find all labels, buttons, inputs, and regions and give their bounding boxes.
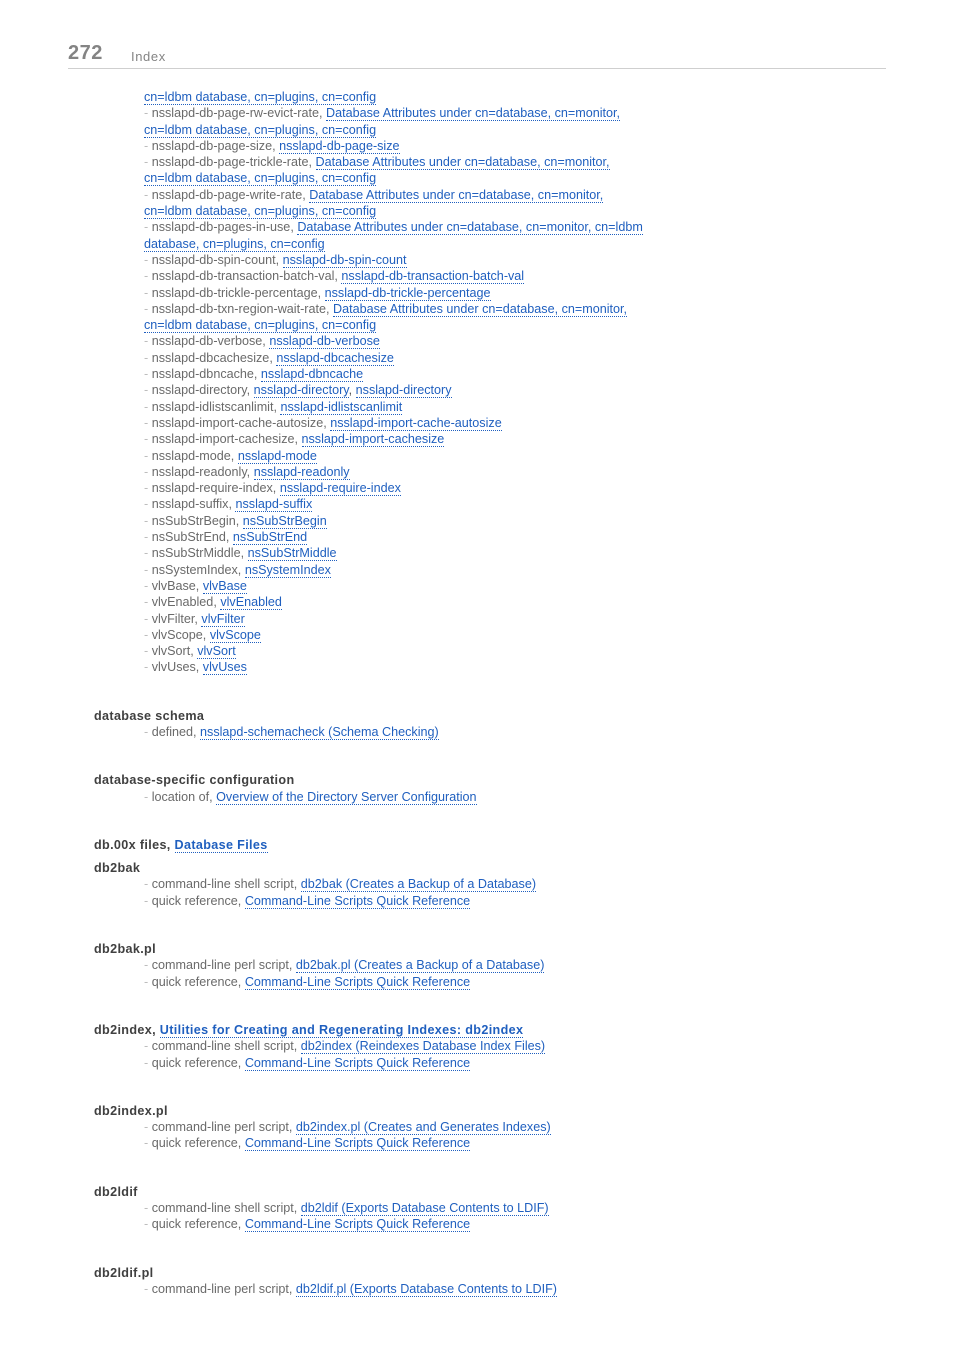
index-entry	[94, 1103, 894, 1152]
dash-marker: -	[144, 448, 152, 463]
sub-entry-link[interactable]: Database Attributes under cn=database, cn=monitor, cn=ldbm	[297, 220, 643, 235]
sub-entry-link[interactable]: nsslapd-import-cachesize	[301, 432, 445, 447]
sub-entry-continuation	[144, 203, 894, 219]
sub-entry-link[interactable]: database, cn=plugins, cn=config	[144, 236, 325, 251]
sub-entry	[144, 1119, 894, 1135]
entry-term-text: db.00x files,	[94, 837, 171, 852]
entry-term-text: db2ldif	[94, 1184, 138, 1199]
sub-entry-label: nsslapd-idlistscanlimit,	[151, 399, 277, 414]
sub-entry	[144, 138, 894, 154]
sub-entry-link[interactable]: cn=ldbm database, cn=plugins, cn=config	[144, 122, 377, 137]
sub-entry-link[interactable]: db2bak.pl (Creates a Backup of a Database)	[295, 958, 545, 973]
dash-marker: -	[144, 415, 152, 430]
sub-entry-continuation	[144, 170, 894, 186]
entry-term	[94, 1184, 894, 1200]
sub-entry	[144, 1038, 894, 1054]
dash-marker: -	[144, 367, 152, 382]
dash-marker: -	[144, 1281, 152, 1296]
sub-entry-label: nsslapd-db-pages-in-use,	[151, 220, 294, 235]
sub-entry-link[interactable]: nsSubStrMiddle	[247, 546, 337, 561]
sub-entry	[144, 366, 894, 382]
sub-entry-label: command-line perl script,	[151, 1120, 293, 1135]
index-entry	[94, 1265, 894, 1298]
sub-entry	[144, 464, 894, 480]
sub-entry-link[interactable]: nsSystemIndex	[244, 562, 331, 577]
sub-entry-label: nsslapd-db-page-size,	[151, 138, 276, 153]
entry-term-text: db2bak.pl	[94, 942, 156, 957]
sub-entry-label: vlvSort,	[151, 644, 194, 659]
entry-term-text: db2index.pl	[94, 1103, 168, 1118]
entry-term-link[interactable]: Database Files	[174, 837, 268, 852]
sub-entry-label: nsSubStrEnd,	[151, 530, 230, 545]
index-content	[94, 89, 894, 1297]
dash-marker: -	[144, 1120, 152, 1135]
dash-marker: -	[144, 350, 152, 365]
sub-entry-link[interactable]: nsslapd-directory	[355, 383, 452, 398]
dash-marker: -	[144, 578, 152, 593]
sub-entry-label: command-line perl script,	[151, 1281, 293, 1296]
sub-entry-link[interactable]: Database Attributes under cn=database, cn=monitor,	[309, 187, 604, 202]
sub-entry-link[interactable]: vlvFilter	[201, 611, 245, 626]
sub-entry-label: nsslapd-db-page-trickle-rate,	[151, 155, 312, 170]
sub-entry-link[interactable]: nsslapd-db-verbose	[269, 334, 380, 349]
sub-entry-label: nsslapd-require-index,	[151, 481, 277, 496]
sub-entry	[144, 333, 894, 349]
sub-entry	[144, 562, 894, 578]
sub-entries	[144, 1038, 894, 1071]
sub-entry	[144, 219, 894, 235]
index-entry	[94, 1184, 894, 1233]
sub-entry-link[interactable]: cn=ldbm database, cn=plugins, cn=config	[144, 318, 377, 333]
sub-entry-continuation	[144, 317, 894, 333]
index-entries	[94, 708, 894, 1298]
entry-term	[94, 1022, 894, 1038]
sub-entry-label: command-line perl script,	[151, 958, 293, 973]
index-entry	[94, 860, 894, 909]
sub-entry-link[interactable]: nsslapd-dbncache	[260, 367, 364, 382]
sub-entry	[144, 1135, 894, 1151]
sub-entry-continuation	[144, 122, 894, 138]
sub-entry-link[interactable]: cn=ldbm database, cn=plugins, cn=config	[144, 90, 377, 104]
entry-term-text: db2bak	[94, 861, 141, 876]
sub-entry	[144, 627, 894, 643]
sub-entry-label: nsslapd-import-cachesize,	[151, 432, 298, 447]
sub-entry-continuation	[144, 236, 894, 252]
dash-marker: -	[144, 138, 152, 153]
sub-entry-link[interactable]: cn=ldbm database, cn=plugins, cn=config	[144, 204, 377, 219]
sub-entry-link[interactable]: vlvUses	[202, 660, 247, 675]
dash-marker: -	[144, 611, 152, 626]
dash-marker: -	[144, 285, 152, 300]
index-entry	[94, 837, 894, 853]
sub-entry-label: command-line shell script,	[151, 1201, 298, 1216]
sub-entry-label: quick reference,	[151, 893, 242, 908]
entry-term	[94, 860, 894, 876]
sub-entries	[144, 1119, 894, 1152]
sub-entry-link[interactable]: nsslapd-db-spin-count	[282, 252, 407, 267]
entry-term	[94, 1265, 894, 1281]
dash-marker: -	[144, 789, 152, 804]
sub-entry-link[interactable]: nsSubStrEnd	[232, 530, 308, 545]
entry-term-text: database-specific configuration	[94, 773, 295, 788]
sub-entry-label: command-line shell script,	[151, 1039, 298, 1054]
sub-entry-link[interactable]: nsSubStrBegin	[242, 513, 327, 528]
sub-entry	[144, 448, 894, 464]
sub-entry-link[interactable]: vlvScope	[209, 627, 261, 642]
sub-entry-link[interactable]: db2index (Reindexes Database Index Files)	[300, 1039, 546, 1054]
dash-marker: -	[144, 497, 152, 512]
sub-entry-label: command-line shell script,	[151, 877, 298, 892]
dash-marker: -	[144, 481, 152, 496]
dash-marker: -	[144, 1055, 152, 1070]
sub-entry	[144, 611, 894, 627]
sub-entries	[144, 876, 894, 909]
sub-entry-label: nsslapd-db-page-rw-evict-rate,	[151, 106, 323, 121]
sub-entry-label: vlvBase,	[151, 578, 200, 593]
sub-entry	[144, 105, 894, 121]
sub-entry-continuation	[144, 89, 894, 105]
dash-marker: -	[144, 252, 152, 267]
sub-entries	[144, 789, 894, 805]
sub-entry-label: nsslapd-import-cache-autosize,	[151, 415, 327, 430]
sub-entry-link[interactable]: nsslapd-db-trickle-percentage	[324, 285, 491, 300]
sub-entry-link[interactable]: db2ldif (Exports Database Contents to LDIF)	[300, 1201, 549, 1216]
sub-entry: - nsslapd-directory, nsslapd-directory, nsslapd-directory	[144, 383, 452, 398]
sub-entry-link[interactable]: Database Attributes under cn=database, cn=monitor,	[315, 155, 610, 170]
dash-marker: -	[144, 187, 152, 202]
sub-entry	[144, 350, 894, 366]
entry-term	[94, 837, 894, 853]
sub-entry-link[interactable]: nsslapd-import-cache-autosize	[330, 415, 502, 430]
dash-marker: -	[144, 155, 152, 170]
sub-entry	[144, 285, 894, 301]
dash-marker: -	[144, 660, 152, 675]
sub-entry	[144, 876, 894, 892]
sub-entry-label: nsSystemIndex,	[151, 562, 242, 577]
sub-entry	[144, 301, 894, 317]
sub-entry-label: nsslapd-db-verbose,	[151, 334, 266, 349]
sub-entry-link[interactable]: vlvSort	[197, 644, 236, 659]
entry-term-text: db2index,	[94, 1022, 156, 1037]
sub-entries	[144, 1200, 894, 1233]
sub-entry-link[interactable]: Command-Line Scripts Quick Reference	[244, 893, 471, 908]
sub-entry-label: vlvScope,	[151, 627, 207, 642]
sub-entry	[144, 893, 894, 909]
dash-marker: -	[144, 627, 152, 642]
sub-entry-label: quick reference,	[151, 1055, 242, 1070]
dash-marker: -	[144, 958, 152, 973]
dash-marker: -	[144, 1217, 152, 1232]
dash-marker: -	[144, 724, 152, 739]
dash-marker: -	[144, 220, 152, 235]
sub-entry	[144, 1281, 894, 1297]
sub-entry-label: location of,	[151, 789, 213, 804]
dash-marker: -	[144, 334, 152, 349]
sub-entries	[144, 724, 894, 740]
sub-entry-link[interactable]: db2ldif.pl (Exports Database Contents to LDIF)	[295, 1281, 557, 1296]
sub-entry-link[interactable]: vlvBase	[202, 578, 247, 593]
dash-marker: -	[144, 644, 152, 659]
sub-entry-label: vlvEnabled,	[151, 595, 217, 610]
sub-entry-link[interactable]: Overview of the Directory Server Configuration	[216, 789, 477, 804]
sub-entry-label: nsslapd-dbcachesize,	[151, 350, 273, 365]
sub-entry-link[interactable]: nsslapd-readonly	[253, 464, 350, 479]
entry-term-link[interactable]: Utilities for Creating and Regenerating Indexes: db2index	[159, 1022, 524, 1037]
sub-entry-link[interactable]: nsslapd-mode	[237, 448, 317, 463]
entry-term	[94, 708, 894, 724]
sub-entry-label: nsslapd-suffix,	[151, 497, 232, 512]
sub-entry-label: nsslapd-directory,	[151, 383, 251, 398]
sub-entry-link[interactable]: Command-Line Scripts Quick Reference	[244, 1055, 471, 1070]
dash-marker: -	[144, 1136, 152, 1151]
sub-entry-label: vlvUses,	[151, 660, 200, 675]
sub-entry-link[interactable]: nsslapd-db-transaction-batch-val	[341, 269, 525, 284]
dash-marker: -	[144, 464, 152, 479]
sub-entry	[144, 957, 894, 973]
dash-marker: -	[144, 383, 152, 398]
sub-entry	[144, 545, 894, 561]
dash-marker: -	[144, 893, 152, 908]
sub-entry-link[interactable]: nsslapd-require-index	[279, 481, 401, 496]
dash-marker: -	[144, 1201, 152, 1216]
index-entry	[94, 772, 894, 805]
dash-marker: -	[144, 301, 152, 316]
dash-marker: -	[144, 513, 152, 528]
sub-entry	[144, 578, 894, 594]
sub-entry-label: nsslapd-db-spin-count,	[151, 252, 280, 267]
sub-entry-link[interactable]: Database Attributes under cn=database, cn=monitor,	[326, 106, 621, 121]
dash-marker: -	[144, 595, 152, 610]
dash-marker: -	[144, 106, 152, 121]
sub-entry	[144, 1216, 894, 1232]
page-number: 272	[68, 42, 103, 64]
sub-entry-label: quick reference,	[151, 974, 242, 989]
sub-entry-label: nsslapd-mode,	[151, 448, 235, 463]
sub-entry-label: nsSubStrBegin,	[151, 513, 240, 528]
sub-entry-link[interactable]: nsslapd-schemacheck (Schema Checking)	[200, 724, 439, 739]
sub-entry-link[interactable]: nsslapd-idlistscanlimit	[280, 399, 403, 414]
entry-term	[94, 772, 894, 788]
sub-entry-link[interactable]: nsslapd-directory	[253, 383, 349, 398]
sub-entry	[144, 1055, 894, 1071]
dash-marker: -	[144, 432, 152, 447]
sub-entry	[144, 399, 894, 415]
sub-entry-label: nsslapd-readonly,	[151, 464, 251, 479]
continued-sub-entries	[144, 89, 894, 676]
entry-term-text: db2ldif.pl	[94, 1265, 154, 1280]
sub-entry	[144, 1200, 894, 1216]
sub-entry	[144, 724, 894, 740]
sub-entry-label: quick reference,	[151, 1217, 242, 1232]
sub-entry	[144, 431, 894, 447]
sub-entry-link[interactable]: Command-Line Scripts Quick Reference	[244, 974, 471, 989]
sub-entry-label: nsslapd-db-transaction-batch-val,	[151, 269, 338, 284]
dash-marker: -	[144, 399, 152, 414]
entry-term	[94, 1103, 894, 1119]
sub-entry	[144, 974, 894, 990]
sub-entry-label: defined,	[151, 724, 197, 739]
index-entry	[94, 941, 894, 990]
sub-entry-label: nsslapd-dbncache,	[151, 367, 258, 382]
sub-entry-label: nsSubStrMiddle,	[151, 546, 245, 561]
sub-entry-link[interactable]: db2index.pl (Creates and Generates Indexes)	[295, 1120, 551, 1135]
sub-entries	[144, 957, 894, 990]
sub-entry-label: nsslapd-db-page-write-rate,	[151, 187, 306, 202]
sub-entry-link[interactable]: cn=ldbm database, cn=plugins, cn=config	[144, 171, 377, 186]
sub-entry-link[interactable]: Command-Line Scripts Quick Reference	[244, 1217, 471, 1232]
dash-marker: -	[144, 269, 152, 284]
sub-entry	[144, 252, 894, 268]
entry-term-text: database schema	[94, 708, 205, 723]
sub-entry-link[interactable]: Database Attributes under cn=database, cn=monitor,	[333, 301, 628, 316]
sub-entry	[144, 268, 894, 284]
sub-entry	[144, 513, 894, 529]
sub-entry-label: quick reference,	[151, 1136, 242, 1151]
sub-entry	[144, 187, 894, 203]
sub-entry	[144, 643, 894, 659]
sub-entry-link[interactable]: vlvEnabled	[220, 595, 282, 610]
sub-entry	[144, 496, 894, 512]
index-entry	[94, 708, 894, 741]
dash-marker: -	[144, 1039, 152, 1054]
dash-marker: -	[144, 974, 152, 989]
sub-entry	[144, 480, 894, 496]
dash-marker: -	[144, 877, 152, 892]
dash-marker: -	[144, 562, 152, 577]
entry-term	[94, 941, 894, 957]
sub-entry-link[interactable]: nsslapd-suffix	[235, 497, 313, 512]
sub-entry-label: vlvFilter,	[151, 611, 198, 626]
dash-marker: -	[144, 546, 152, 561]
sub-entry	[144, 789, 894, 805]
running-title: Index	[131, 49, 166, 64]
sub-entry-link[interactable]: Command-Line Scripts Quick Reference	[244, 1136, 471, 1151]
sub-entry-label: nsslapd-db-txn-region-wait-rate,	[151, 301, 330, 316]
sub-entry	[144, 659, 894, 675]
sub-entry	[144, 594, 894, 610]
sub-entry	[144, 529, 894, 545]
sub-entry	[144, 154, 894, 170]
sub-entry-link[interactable]: nsslapd-dbcachesize	[276, 350, 394, 365]
sub-entry-label: nsslapd-db-trickle-percentage,	[151, 285, 322, 300]
page-header	[68, 40, 886, 69]
index-entry	[94, 1022, 894, 1071]
sub-entry	[144, 415, 894, 431]
sub-entry-link[interactable]: nsslapd-db-page-size	[279, 138, 400, 153]
sub-entries	[144, 1281, 894, 1297]
dash-marker: -	[144, 530, 152, 545]
sub-entry-link[interactable]: db2bak (Creates a Backup of a Database)	[300, 877, 537, 892]
